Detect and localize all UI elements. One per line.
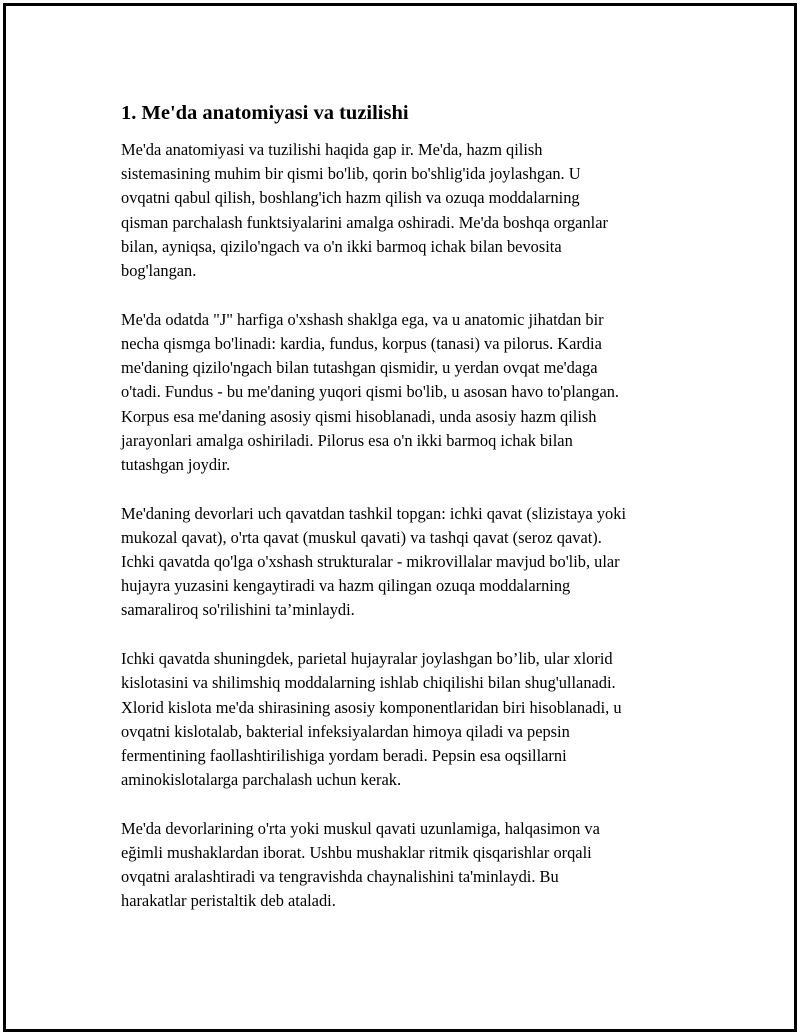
text-line: Me'da anatomiyasi va tuzilishi haqida gap ir. Me'da, hazm qilish [121,140,543,159]
text-line: bilan, ayniqsa, qizilo'ngach va o'n ikki barmoq ichak bilan bevosita [121,236,562,256]
text-line: sistemasining muhim bir qismi bo'lib, qorin bo'shlig'ida joylashgan. U [121,164,581,184]
text-line: ovqatni aralashtiradi va tengravishda chaynalishini ta'minlaydi. Bu [121,867,559,887]
text-line: Me'da odatda "J" harfiga o'xshash shaklga ega, va u anatomic jihatdan bir [121,309,604,329]
text-line: Xlorid kislota me'da shirasining asosiy komponentlaridan biri hisoblanadi, u [121,697,622,717]
paragraph-list [121,138,701,914]
text-line: Me'daning devorlari uch qavatdan tashkil topgan: ichki qavat (slizistaya yoki [121,503,627,523]
page-frame [3,3,797,1032]
paragraph [121,308,701,477]
text-line: qisman parchalash funktsiyalarini amalga oshiradi. Me'da boshqa organlar [121,212,608,232]
text-line: Korpus esa me'daning asosiy qismi hisoblanadi, unda asosiy hazm qilish [121,406,597,426]
text-line: hujayra yuzasini kengaytiradi va hazm qilingan ozuqa moddalarning [121,576,571,596]
paragraph [121,817,701,914]
text-line: mukozal qavat), o'rta qavat (muskul qavati) va tashqi qavat (seroz qavat). [121,527,602,547]
text-line: necha qismga bo'linadi: kardia, fundus, korpus (tanasi) va pilorus. Kardia [121,333,602,353]
text-line: me'daning qizilo'ngach bilan tutashgan qismidir, u yerdan ovqat me'daga [121,358,598,378]
text-line: o'tadi. Fundus - bu me'daning yuqori qismi bo'lib, u asosan havo to'plangan. [121,382,620,402]
paragraph [121,138,701,283]
text-line: kislotasini va shilimshiq moddalarning ishlab chiqilishi bilan shug'ullanadi. [121,673,616,693]
text-line: eğimli mushaklardan iborat. Ushbu mushaklar ritmik qisqarishlar orqali [121,843,592,863]
text-line: Ichki qavatda shuningdek, parietal hujayralar joylashgan bo’lib, ular xlorid [121,649,613,669]
text-line: samaraliroq so'rilishini ta’minlaydi. [121,600,355,620]
text-line: harakatlar peristaltik deb ataladi. [121,891,336,911]
text-line: Ichki qavatda qo'lga o'xshash strukturalar - mikrovillalar mavjud bo'lib, ular [121,552,620,572]
paragraph [121,502,701,623]
text-line: fermentining faollashtirilishiga yordam beradi. Pepsin esa oqsillarni [121,745,567,765]
text-line: ovqatni kislotalab, bakterial infeksiyalardan himoya qiladi va pepsin [121,721,570,741]
text-line: Me'da devorlarining o'rta yoki muskul qavati uzunlamiga, halqasimon va [121,818,600,838]
text-line: aminokislotalarga parchalash uchun kerak. [121,770,402,790]
text-line: bog'langan. [121,261,197,281]
text-line: jarayonlari amalga oshiriladi. Pilorus esa o'n ikki barmoq ichak bilan [121,430,573,450]
text-line: ovqatni qabul qilish, boshlang'ich hazm qilish va ozuqa moddalarning [121,188,580,208]
section-heading: 1. Me'da anatomiyasi va tuzilishi [121,102,409,124]
text-line: tutashgan joydir. [121,454,231,474]
paragraph [121,647,701,792]
document-body [121,99,701,938]
